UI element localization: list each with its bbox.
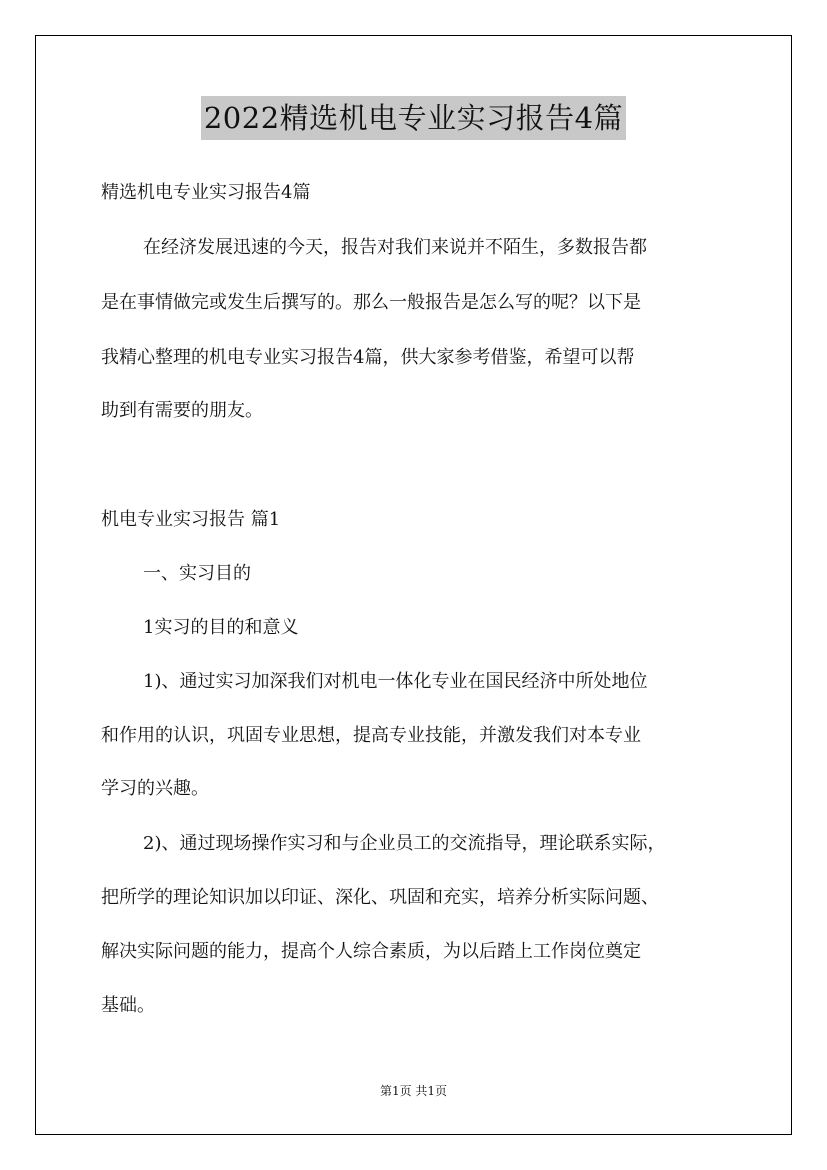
page-footer: 第1页 共1页	[379, 1084, 448, 1098]
title-container	[0, 96, 827, 140]
subtitle-line: 精选机电专业实习报告4篇	[101, 182, 311, 203]
document-title: 2022精选机电专业实习报告4篇	[201, 96, 626, 140]
para1-line-1: 1)、通过实习加深我们对机电一体化专业在国民经济中所处地位	[143, 671, 648, 692]
para2-line-2: 把所学的理论知识加以印证、深化、巩固和充实，培养分析实际问题、	[101, 887, 659, 908]
intro-line-1: 在经济发展迅速的今天，报告对我们来说并不陌生，多数报告都	[143, 237, 647, 258]
intro-line-3: 我精心整理的机电专业实习报告4篇，供大家参考借鉴，希望可以帮	[101, 347, 635, 368]
para2-line-3: 解决实际问题的能力，提高个人综合素质，为以后踏上工作岗位奠定	[101, 941, 641, 962]
section-heading: 机电专业实习报告 篇1	[101, 509, 281, 530]
intro-line-2: 是在事情做完或发生后撰写的。那么一般报告是怎么写的呢？以下是	[101, 292, 641, 313]
subheading-purpose: 一、实习目的	[143, 563, 251, 584]
para2-line-1: 2)、通过现场操作实习和与企业员工的交流指导，理论联系实际，	[143, 833, 666, 854]
subheading-meaning: 1实习的目的和意义	[143, 617, 299, 638]
intro-line-4: 助到有需要的朋友。	[101, 400, 263, 421]
para1-line-2: 和作用的认识，巩固专业思想，提高专业技能，并激发我们对本专业	[101, 725, 641, 746]
para1-line-3: 学习的兴趣。	[101, 778, 209, 799]
para2-line-4: 基础。	[101, 995, 155, 1016]
